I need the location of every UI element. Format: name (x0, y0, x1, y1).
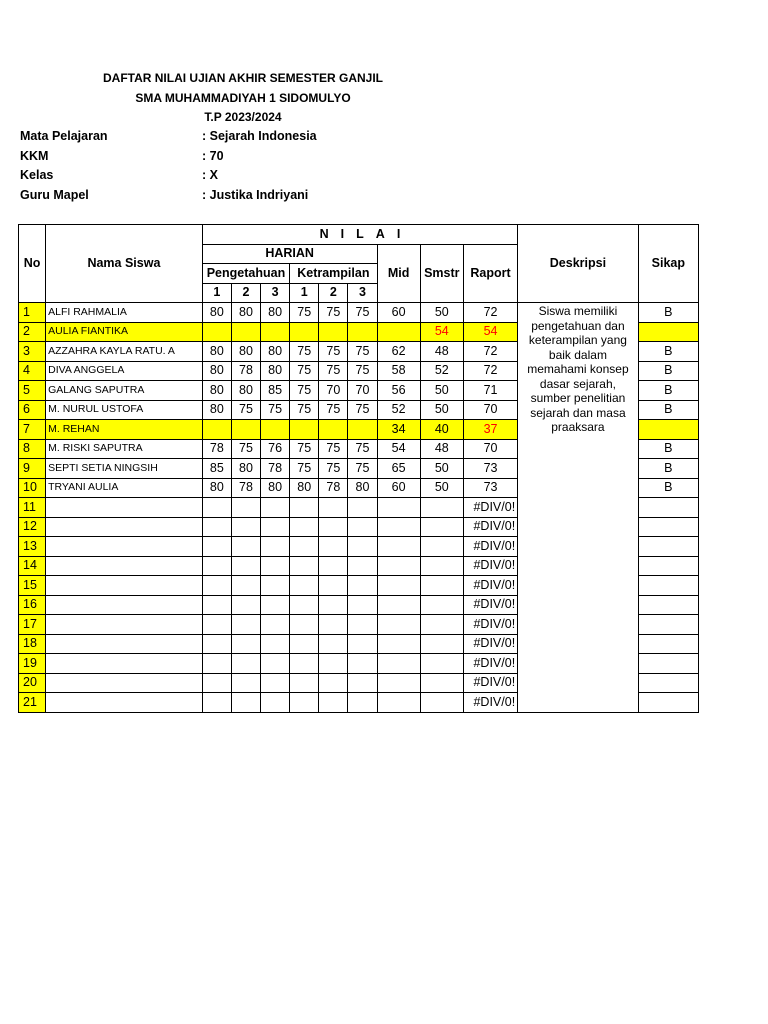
score-p2 (231, 634, 260, 654)
score-smstr (420, 693, 463, 713)
score-p1: 80 (202, 361, 231, 381)
score-p1: 80 (202, 342, 231, 362)
score-p2 (231, 322, 260, 342)
student-name (46, 615, 203, 635)
student-name: GALANG SAPUTRA (46, 381, 203, 401)
score-mid: 34 (377, 420, 420, 440)
score-k2 (319, 498, 348, 518)
score-k2 (319, 595, 348, 615)
row-number: 2 (19, 322, 46, 342)
score-mid: 52 (377, 400, 420, 420)
score-k2: 70 (319, 381, 348, 401)
sikap-value (638, 556, 698, 576)
score-raport: #DIV/0! (463, 673, 517, 693)
score-k1 (290, 693, 319, 713)
description-cell: Siswa memiliki pengetahuan dan keterampilan yang baik dalam memahami konsep dasar sejarah, sumber penelitian sejarah dan masa praaksara (518, 303, 639, 713)
score-p2: 80 (231, 303, 260, 323)
student-name (46, 654, 203, 674)
row-number: 6 (19, 400, 46, 420)
row-number: 12 (19, 517, 46, 537)
score-k2 (319, 537, 348, 557)
score-k1 (290, 634, 319, 654)
score-mid (377, 517, 420, 537)
score-k3 (348, 420, 377, 440)
row-number: 13 (19, 537, 46, 557)
student-name (46, 556, 203, 576)
row-number: 18 (19, 634, 46, 654)
score-k1 (290, 517, 319, 537)
header-sub-k1: 1 (290, 283, 319, 303)
score-p3 (261, 595, 290, 615)
row-number: 5 (19, 381, 46, 401)
score-p3 (261, 615, 290, 635)
header-ketrampilan: Ketrampilan (290, 264, 377, 284)
score-k1: 75 (290, 400, 319, 420)
score-p1: 78 (202, 439, 231, 459)
score-mid: 56 (377, 381, 420, 401)
score-k2: 75 (319, 342, 348, 362)
score-raport: #DIV/0! (463, 517, 517, 537)
score-p2 (231, 420, 260, 440)
score-p2: 80 (231, 342, 260, 362)
row-number: 11 (19, 498, 46, 518)
header-sub-k2: 2 (319, 283, 348, 303)
score-mid: 58 (377, 361, 420, 381)
score-k1 (290, 673, 319, 693)
score-smstr: 50 (420, 459, 463, 479)
info-label: Mata Pelajaran (20, 129, 108, 143)
score-k2: 75 (319, 439, 348, 459)
score-smstr: 50 (420, 478, 463, 498)
header-mid: Mid (377, 244, 420, 303)
score-mid: 60 (377, 303, 420, 323)
score-p2 (231, 654, 260, 674)
sikap-value (638, 498, 698, 518)
header-smstr: Smstr (420, 244, 463, 303)
score-smstr (420, 673, 463, 693)
score-k2 (319, 576, 348, 596)
row-number: 7 (19, 420, 46, 440)
student-name: AZZAHRA KAYLA RATU. A (46, 342, 203, 362)
score-p2 (231, 693, 260, 713)
student-name (46, 537, 203, 557)
score-smstr: 54 (420, 322, 463, 342)
header-deskripsi: Deskripsi (518, 225, 639, 303)
score-raport: 73 (463, 459, 517, 479)
student-name (46, 673, 203, 693)
sikap-value (638, 420, 698, 440)
score-k2: 75 (319, 400, 348, 420)
row-number: 19 (19, 654, 46, 674)
score-mid (377, 322, 420, 342)
score-smstr (420, 556, 463, 576)
score-mid (377, 615, 420, 635)
score-smstr (420, 537, 463, 557)
score-raport: #DIV/0! (463, 595, 517, 615)
score-p3 (261, 322, 290, 342)
score-k1: 80 (290, 478, 319, 498)
sikap-value: B (638, 400, 698, 420)
score-p3: 80 (261, 342, 290, 362)
header-sub-k3: 3 (348, 283, 377, 303)
score-p3: 80 (261, 303, 290, 323)
score-k1 (290, 595, 319, 615)
score-k3 (348, 634, 377, 654)
title-line-2: SMA MUHAMMADIYAH 1 SIDOMULYO (135, 90, 351, 105)
score-mid: 65 (377, 459, 420, 479)
score-k3 (348, 595, 377, 615)
row-number: 1 (19, 303, 46, 323)
score-p3 (261, 634, 290, 654)
score-mid (377, 576, 420, 596)
score-p3 (261, 673, 290, 693)
score-p2 (231, 615, 260, 635)
score-k3: 75 (348, 361, 377, 381)
score-smstr: 50 (420, 303, 463, 323)
score-mid (377, 595, 420, 615)
score-p1: 80 (202, 381, 231, 401)
score-smstr: 48 (420, 342, 463, 362)
score-raport: #DIV/0! (463, 537, 517, 557)
score-p1 (202, 634, 231, 654)
header-raport: Raport (463, 244, 517, 303)
sikap-value: B (638, 342, 698, 362)
score-smstr (420, 615, 463, 635)
row-number: 10 (19, 478, 46, 498)
score-k3 (348, 556, 377, 576)
score-k3: 75 (348, 400, 377, 420)
score-smstr (420, 634, 463, 654)
score-p3 (261, 693, 290, 713)
header-sub-p1: 1 (202, 283, 231, 303)
score-p3 (261, 537, 290, 557)
score-k3: 75 (348, 342, 377, 362)
score-p1: 80 (202, 478, 231, 498)
score-p1 (202, 615, 231, 635)
score-raport: 70 (463, 439, 517, 459)
row-number: 15 (19, 576, 46, 596)
info-label: Kelas (20, 168, 54, 182)
score-p1 (202, 673, 231, 693)
score-mid (377, 556, 420, 576)
student-name: M. RISKI SAPUTRA (46, 439, 203, 459)
score-mid: 60 (377, 478, 420, 498)
score-k1: 75 (290, 361, 319, 381)
info-value: : Sejarah Indonesia (202, 129, 317, 143)
score-raport: #DIV/0! (463, 654, 517, 674)
score-p1: 80 (202, 303, 231, 323)
score-k1 (290, 537, 319, 557)
header-sikap: Sikap (638, 225, 698, 303)
sikap-value (638, 673, 698, 693)
score-smstr (420, 517, 463, 537)
score-smstr: 48 (420, 439, 463, 459)
score-p2 (231, 537, 260, 557)
score-k1: 75 (290, 381, 319, 401)
score-p3: 85 (261, 381, 290, 401)
score-k3 (348, 693, 377, 713)
score-k2 (319, 634, 348, 654)
row-number: 21 (19, 693, 46, 713)
score-k1 (290, 576, 319, 596)
header-pengetahuan: Pengetahuan (202, 264, 289, 284)
score-k1 (290, 615, 319, 635)
score-k3 (348, 654, 377, 674)
score-k1 (290, 556, 319, 576)
score-raport: 70 (463, 400, 517, 420)
score-k1: 75 (290, 342, 319, 362)
info-label: KKM (20, 148, 49, 163)
score-k1: 75 (290, 303, 319, 323)
score-p3: 76 (261, 439, 290, 459)
score-p1 (202, 654, 231, 674)
score-raport: #DIV/0! (463, 576, 517, 596)
score-raport: #DIV/0! (463, 498, 517, 518)
score-p2 (231, 556, 260, 576)
student-name (46, 634, 203, 654)
score-p1 (202, 693, 231, 713)
score-k3: 70 (348, 381, 377, 401)
student-name: DIVA ANGGELA (46, 361, 203, 381)
grades-table (18, 224, 699, 713)
row-number: 17 (19, 615, 46, 635)
student-name (46, 595, 203, 615)
score-smstr: 52 (420, 361, 463, 381)
score-mid: 62 (377, 342, 420, 362)
row-number: 8 (19, 439, 46, 459)
score-p3 (261, 498, 290, 518)
score-p2: 80 (231, 459, 260, 479)
row-number: 16 (19, 595, 46, 615)
score-k3 (348, 517, 377, 537)
score-k3: 80 (348, 478, 377, 498)
score-p2 (231, 498, 260, 518)
sikap-value (638, 517, 698, 537)
student-name (46, 517, 203, 537)
grades-body (19, 303, 699, 713)
score-p1 (202, 517, 231, 537)
score-raport: 72 (463, 303, 517, 323)
sikap-value: B (638, 303, 698, 323)
score-p3 (261, 576, 290, 596)
info-value: : X (202, 168, 218, 182)
sikap-value (638, 595, 698, 615)
student-name (46, 576, 203, 596)
score-mid (377, 498, 420, 518)
score-k3: 75 (348, 303, 377, 323)
score-k2 (319, 654, 348, 674)
student-name: AULIA FIANTIKA (46, 322, 203, 342)
score-p2: 78 (231, 478, 260, 498)
score-k3 (348, 537, 377, 557)
student-name: M. NURUL USTOFA (46, 400, 203, 420)
score-p1 (202, 556, 231, 576)
table-row (19, 303, 699, 323)
title-line-3: T.P 2023/2024 (204, 110, 282, 124)
score-p2: 75 (231, 400, 260, 420)
row-number: 9 (19, 459, 46, 479)
score-k3 (348, 615, 377, 635)
sikap-value (638, 634, 698, 654)
score-p3 (261, 517, 290, 537)
score-p1: 80 (202, 400, 231, 420)
info-value: : Justika Indriyani (202, 187, 309, 202)
score-k3: 75 (348, 459, 377, 479)
sikap-value: B (638, 439, 698, 459)
row-number: 3 (19, 342, 46, 362)
score-p3 (261, 420, 290, 440)
score-p2: 75 (231, 439, 260, 459)
student-name: TRYANI AULIA (46, 478, 203, 498)
score-p1 (202, 537, 231, 557)
score-p3: 80 (261, 361, 290, 381)
row-number: 4 (19, 361, 46, 381)
document-title (0, 69, 486, 128)
sikap-value: B (638, 478, 698, 498)
score-k1: 75 (290, 439, 319, 459)
score-k1 (290, 420, 319, 440)
score-raport: 71 (463, 381, 517, 401)
score-p1 (202, 595, 231, 615)
score-smstr (420, 576, 463, 596)
score-smstr: 40 (420, 420, 463, 440)
sikap-value (638, 576, 698, 596)
score-k3 (348, 576, 377, 596)
score-p2 (231, 517, 260, 537)
score-p2 (231, 595, 260, 615)
score-mid (377, 693, 420, 713)
score-smstr (420, 654, 463, 674)
score-k2 (319, 693, 348, 713)
score-raport: 37 (463, 420, 517, 440)
info-value: : 70 (202, 148, 224, 163)
header-sub-p2: 2 (231, 283, 260, 303)
score-k1 (290, 498, 319, 518)
header-harian: HARIAN (202, 244, 377, 264)
score-p3: 80 (261, 478, 290, 498)
score-p2: 80 (231, 381, 260, 401)
header-sub-p3: 3 (261, 283, 290, 303)
score-smstr (420, 498, 463, 518)
score-raport: #DIV/0! (463, 615, 517, 635)
sikap-value (638, 693, 698, 713)
score-p1 (202, 322, 231, 342)
score-smstr: 50 (420, 400, 463, 420)
student-name: SEPTI SETIA NINGSIH (46, 459, 203, 479)
score-k2: 75 (319, 303, 348, 323)
score-raport: 72 (463, 342, 517, 362)
score-k2: 75 (319, 459, 348, 479)
sikap-value (638, 322, 698, 342)
student-name (46, 693, 203, 713)
score-k2 (319, 322, 348, 342)
score-raport: #DIV/0! (463, 556, 517, 576)
score-k2 (319, 673, 348, 693)
score-p1 (202, 498, 231, 518)
sikap-value (638, 537, 698, 557)
score-p1 (202, 420, 231, 440)
score-smstr: 50 (420, 381, 463, 401)
score-mid (377, 654, 420, 674)
score-raport: 72 (463, 361, 517, 381)
sikap-value (638, 654, 698, 674)
score-k3: 75 (348, 439, 377, 459)
score-raport: #DIV/0! (463, 693, 517, 713)
score-raport: #DIV/0! (463, 634, 517, 654)
sikap-value: B (638, 459, 698, 479)
info-label: Guru Mapel (20, 187, 89, 202)
score-p2 (231, 576, 260, 596)
row-number: 20 (19, 673, 46, 693)
student-name: M. REHAN (46, 420, 203, 440)
score-p3 (261, 556, 290, 576)
score-p3: 78 (261, 459, 290, 479)
score-raport: 73 (463, 478, 517, 498)
sikap-value: B (638, 381, 698, 401)
score-k2: 75 (319, 361, 348, 381)
score-k1 (290, 654, 319, 674)
score-p2: 78 (231, 361, 260, 381)
sikap-value (638, 615, 698, 635)
title-line-1: DAFTAR NILAI UJIAN AKHIR SEMESTER GANJIL (102, 71, 383, 85)
student-name (46, 498, 203, 518)
score-raport: 54 (463, 322, 517, 342)
score-mid (377, 673, 420, 693)
score-p1: 85 (202, 459, 231, 479)
score-smstr (420, 595, 463, 615)
header-nama-siswa: Nama Siswa (46, 225, 203, 303)
score-k3 (348, 673, 377, 693)
score-k3 (348, 498, 377, 518)
student-name: ALFI RAHMALIA (46, 303, 203, 323)
row-number: 14 (19, 556, 46, 576)
score-k2 (319, 556, 348, 576)
score-k1: 75 (290, 459, 319, 479)
score-mid (377, 634, 420, 654)
header-no: No (19, 225, 46, 303)
score-mid (377, 537, 420, 557)
score-k2 (319, 517, 348, 537)
header-nilai: NILAI (202, 225, 517, 245)
sikap-value: B (638, 361, 698, 381)
score-k3 (348, 322, 377, 342)
score-k2: 78 (319, 478, 348, 498)
score-k1 (290, 322, 319, 342)
score-k2 (319, 615, 348, 635)
score-p3: 75 (261, 400, 290, 420)
score-k2 (319, 420, 348, 440)
score-mid: 54 (377, 439, 420, 459)
score-p2 (231, 673, 260, 693)
score-p1 (202, 576, 231, 596)
score-p3 (261, 654, 290, 674)
